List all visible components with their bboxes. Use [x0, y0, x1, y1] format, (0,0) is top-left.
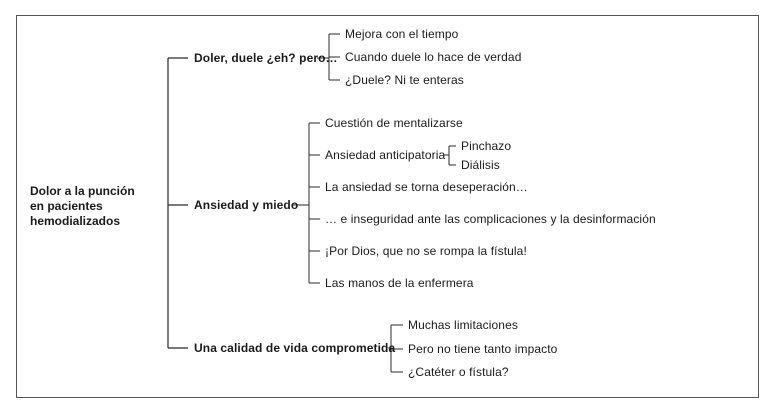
leaf-node: ¿Duele? Ni te enteras [345, 73, 464, 87]
root-line: Dolor a la punción [30, 184, 135, 198]
leaf-node: La ansiedad se torna deseperación… [325, 180, 528, 194]
branch-node: Ansiedad y miedo [194, 198, 299, 212]
leaf-node: Pinchazo [461, 139, 512, 153]
leaf-node: Ansiedad anticipatoria [325, 148, 446, 162]
leaf-node: Muchas limitaciones [408, 318, 518, 332]
leaf-node: … e inseguridad ante las complicaciones y la desinformación [325, 212, 656, 226]
root-line: en pacientes [30, 199, 103, 213]
leaf-node: Pero no tiene tanto impacto [408, 342, 558, 356]
leaf-node: Mejora con el tiempo [345, 27, 459, 41]
leaf-node: Cuestión de mentalizarse [325, 116, 463, 130]
root-node [30, 184, 170, 229]
leaf-node: Las manos de la enfermera [325, 276, 474, 290]
branch-node: Una calidad de vida comprometida [194, 341, 396, 355]
branch-node: Doler, duele ¿eh? pero… [194, 51, 338, 65]
root-line: hemodializados [30, 214, 121, 228]
leaf-node: Cuando duele lo hace de verdad [345, 50, 522, 64]
leaf-node: Diálisis [461, 158, 500, 172]
leaf-node: ¿Catéter o fístula? [408, 365, 509, 379]
leaf-node: ¡Por Dios, que no se rompa la fístula! [325, 244, 527, 258]
